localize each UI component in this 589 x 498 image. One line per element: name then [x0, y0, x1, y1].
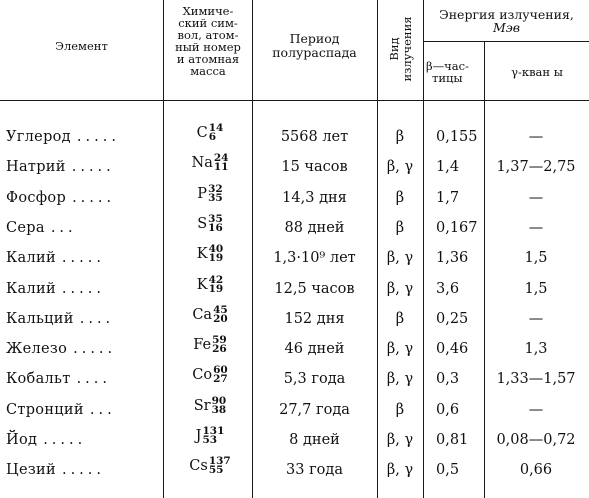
- radiation-type: β: [395, 220, 405, 236]
- beta-energy: 0,46: [436, 341, 469, 357]
- header-element-label: Элемент: [55, 39, 108, 53]
- radiation-type: β: [395, 190, 405, 206]
- leader-dots: ...: [50, 220, 77, 236]
- table-row-element: [6, 189, 156, 207]
- beta-energy: 0,81: [436, 432, 469, 448]
- header-beta: [424, 60, 486, 84]
- radiation-type: β: [395, 402, 405, 418]
- mass-number: 45: [213, 304, 228, 316]
- leader-dots: .....: [61, 462, 106, 478]
- atomic-number: 19: [208, 283, 224, 295]
- table-row-element: [6, 431, 156, 449]
- header-bottom-rule: [0, 100, 589, 101]
- chemical-symbol: S: [197, 216, 208, 232]
- leader-dots: ....: [76, 371, 111, 387]
- leader-dots: ...: [89, 402, 116, 418]
- radiation-type: β: [395, 311, 405, 327]
- element-name: Стронций: [6, 402, 84, 418]
- beta-energy: 0,25: [436, 311, 469, 327]
- table-row-symbol: [167, 427, 253, 445]
- table-row-element: [6, 310, 156, 328]
- header-half-life: [253, 32, 376, 60]
- atomic-number: 38: [211, 404, 227, 416]
- element-name: Йод: [6, 432, 38, 448]
- chemical-symbol: J: [195, 428, 202, 444]
- table-row-symbol: [167, 366, 253, 384]
- beta-energy: 0,6: [436, 402, 460, 418]
- mass-number: 32: [208, 183, 223, 195]
- gamma-energy: —: [528, 129, 544, 145]
- chemical-symbol: K: [196, 277, 208, 293]
- table-row-element: [6, 370, 156, 388]
- half-life: 46 дней: [284, 341, 345, 357]
- beta-energy: 1,7: [436, 190, 460, 206]
- nuclide-indices: [213, 306, 228, 324]
- leader-dots: .....: [61, 250, 105, 266]
- table-row-symbol: [167, 306, 253, 324]
- table-row-symbol: [167, 185, 253, 203]
- atomic-number: 53: [202, 434, 218, 446]
- header-beta-line: β—час-: [426, 59, 469, 73]
- atomic-number: 27: [213, 373, 228, 385]
- header-half-life-line: Период: [289, 31, 340, 46]
- nuclide-indices: [212, 336, 227, 354]
- beta-energy: 3,6: [436, 281, 460, 297]
- radiation-type: β, γ: [386, 281, 414, 297]
- beta-energy: 0,5: [436, 462, 460, 478]
- gamma-energy: —: [528, 311, 544, 327]
- atomic-number: 26: [212, 343, 227, 355]
- gamma-energy: —: [528, 220, 544, 236]
- table-row-element: [6, 249, 156, 267]
- radiation-type: β: [395, 129, 405, 145]
- nuclide-indices: [208, 215, 223, 233]
- atomic-number: 55: [208, 464, 224, 476]
- gamma-energy: 0,08—0,72: [496, 432, 576, 448]
- element-name: Фосфор: [6, 190, 67, 206]
- table-row-element: [6, 219, 156, 237]
- atomic-number: 11: [213, 161, 229, 173]
- chemical-symbol: Co: [192, 367, 213, 383]
- radiation-type: β, γ: [386, 371, 414, 387]
- header-beta-line: тицы: [432, 71, 463, 85]
- header-symbol-line: ный номер: [175, 40, 241, 54]
- gamma-energy: —: [528, 402, 544, 418]
- atomic-number: 6: [208, 131, 217, 143]
- leader-dots: .....: [43, 432, 87, 448]
- header-gamma-label: γ-кван ы: [511, 65, 563, 79]
- element-name: Калий: [6, 281, 56, 297]
- nuclide-indices: [209, 276, 224, 294]
- leader-dots: .....: [61, 281, 105, 297]
- half-life: 14,3 дня: [282, 190, 347, 206]
- beta-energy: 0,155: [436, 129, 478, 145]
- beta-energy: 0,167: [436, 220, 478, 236]
- half-life: 15 часов: [281, 159, 348, 175]
- mass-number: 60: [213, 364, 228, 376]
- half-life: 88 дней: [284, 220, 345, 236]
- element-name: Натрий: [6, 159, 66, 175]
- beta-energy: 1,36: [436, 250, 469, 266]
- mass-number: 14: [208, 122, 224, 134]
- beta-energy: 0,3: [436, 371, 460, 387]
- element-name: Железо: [6, 341, 68, 357]
- table-row-element: [6, 401, 156, 419]
- header-symbol: [165, 5, 251, 77]
- half-life: 8 дней: [289, 432, 340, 448]
- table-row-element: [6, 128, 156, 146]
- leader-dots: .....: [71, 159, 115, 175]
- half-life: 5,3 года: [283, 371, 346, 387]
- element-name: Кальций: [6, 311, 74, 327]
- radiation-type: β, γ: [386, 432, 414, 448]
- gamma-energy: —: [528, 190, 544, 206]
- header-radiation: [381, 6, 421, 92]
- chemical-symbol: Na: [191, 155, 213, 171]
- element-name: Кобальт: [6, 371, 71, 387]
- energy-subheader-rule: [424, 41, 589, 42]
- radiation-type: β, γ: [386, 462, 414, 478]
- mass-number: 59: [212, 334, 227, 346]
- header-gamma: [485, 66, 589, 78]
- gamma-energy: 1,5: [524, 250, 548, 266]
- table-row-symbol: [167, 245, 253, 263]
- table-row-symbol: [167, 457, 253, 475]
- gamma-energy: 1,37—2,75: [496, 159, 576, 175]
- gamma-energy: 1,5: [524, 281, 548, 297]
- mass-number: 137: [208, 455, 231, 467]
- table-row-symbol: [167, 276, 253, 294]
- half-life: 1,3·10⁹ лет: [273, 250, 356, 266]
- column-rule-5: [484, 42, 485, 498]
- half-life: 12,5 часов: [274, 281, 355, 297]
- half-life: 33 года: [286, 462, 343, 478]
- element-name: Углерод: [6, 129, 71, 145]
- table-row-symbol: [167, 215, 253, 233]
- gamma-energy: 1,3: [524, 341, 548, 357]
- half-life: 5568 лет: [280, 129, 349, 145]
- chemical-symbol: Fe: [193, 337, 212, 353]
- mass-number: 90: [211, 395, 227, 407]
- header-radiation-line: Вид: [387, 37, 401, 61]
- atomic-number: 19: [208, 252, 224, 264]
- table-row-symbol: [167, 397, 253, 415]
- mass-number: 35: [208, 213, 223, 225]
- header-symbol-line: Химиче-: [182, 4, 234, 18]
- chemical-symbol: Cs: [189, 458, 208, 474]
- chemical-symbol: P: [197, 186, 208, 202]
- header-element: [0, 40, 163, 52]
- nuclide-indices: [202, 427, 224, 445]
- gamma-energy: 1,33—1,57: [496, 371, 576, 387]
- header-energy: [424, 8, 589, 34]
- element-name: Сера: [6, 220, 45, 236]
- header-energy-line: Энергия излучения,: [439, 7, 574, 22]
- leader-dots: .....: [76, 129, 120, 145]
- mass-number: 40: [208, 243, 224, 255]
- chemical-symbol: Sr: [193, 398, 211, 414]
- header-symbol-line: ский сим-: [178, 16, 238, 30]
- atomic-number: 20: [213, 313, 228, 325]
- leader-dots: .....: [73, 341, 117, 357]
- nuclide-indices: [214, 154, 229, 172]
- leader-dots: .....: [72, 190, 116, 206]
- leader-dots: ....: [79, 311, 115, 327]
- table-row-element: [6, 340, 156, 358]
- nuclide-indices: [209, 245, 224, 263]
- radiation-type: β, γ: [386, 159, 414, 175]
- half-life: 152 дня: [284, 311, 345, 327]
- header-symbol-line: и атомная: [176, 52, 240, 66]
- table-row-element: [6, 158, 156, 176]
- radiation-type: β, γ: [386, 341, 414, 357]
- radiation-type: β, γ: [386, 250, 414, 266]
- column-rule-1: [163, 0, 164, 498]
- table-row-symbol: [167, 124, 253, 142]
- nuclide-indices: [209, 457, 231, 475]
- mass-number: 24: [213, 152, 229, 164]
- gamma-energy: 0,66: [519, 462, 553, 478]
- nuclide-indices: [213, 366, 228, 384]
- table-row-symbol: [167, 336, 253, 354]
- nuclide-indices: [212, 397, 227, 415]
- nuclide-indices: [208, 185, 223, 203]
- element-name: Цезий: [6, 462, 56, 478]
- half-life: 27,7 года: [279, 402, 350, 418]
- chemical-symbol: K: [196, 246, 208, 262]
- mass-number: 42: [208, 274, 224, 286]
- chemical-symbol: C: [196, 125, 208, 141]
- nuclide-indices: [209, 124, 224, 142]
- header-half-life-line: полураспада: [272, 45, 357, 60]
- beta-energy: 1,4: [436, 159, 460, 175]
- element-name: Калий: [6, 250, 56, 266]
- header-symbol-line: вол, атом-: [177, 28, 239, 42]
- table-row-element: [6, 280, 156, 298]
- mass-number: 131: [202, 425, 225, 437]
- header-energy-unit: Мэв: [492, 20, 521, 35]
- table-row-element: [6, 461, 156, 479]
- atomic-number: 35: [208, 192, 223, 204]
- header-symbol-line: масса: [190, 64, 226, 78]
- table-row-symbol: [167, 154, 253, 172]
- atomic-number: 16: [208, 222, 223, 234]
- header-radiation-line: излучения: [400, 16, 414, 82]
- chemical-symbol: Ca: [192, 307, 213, 323]
